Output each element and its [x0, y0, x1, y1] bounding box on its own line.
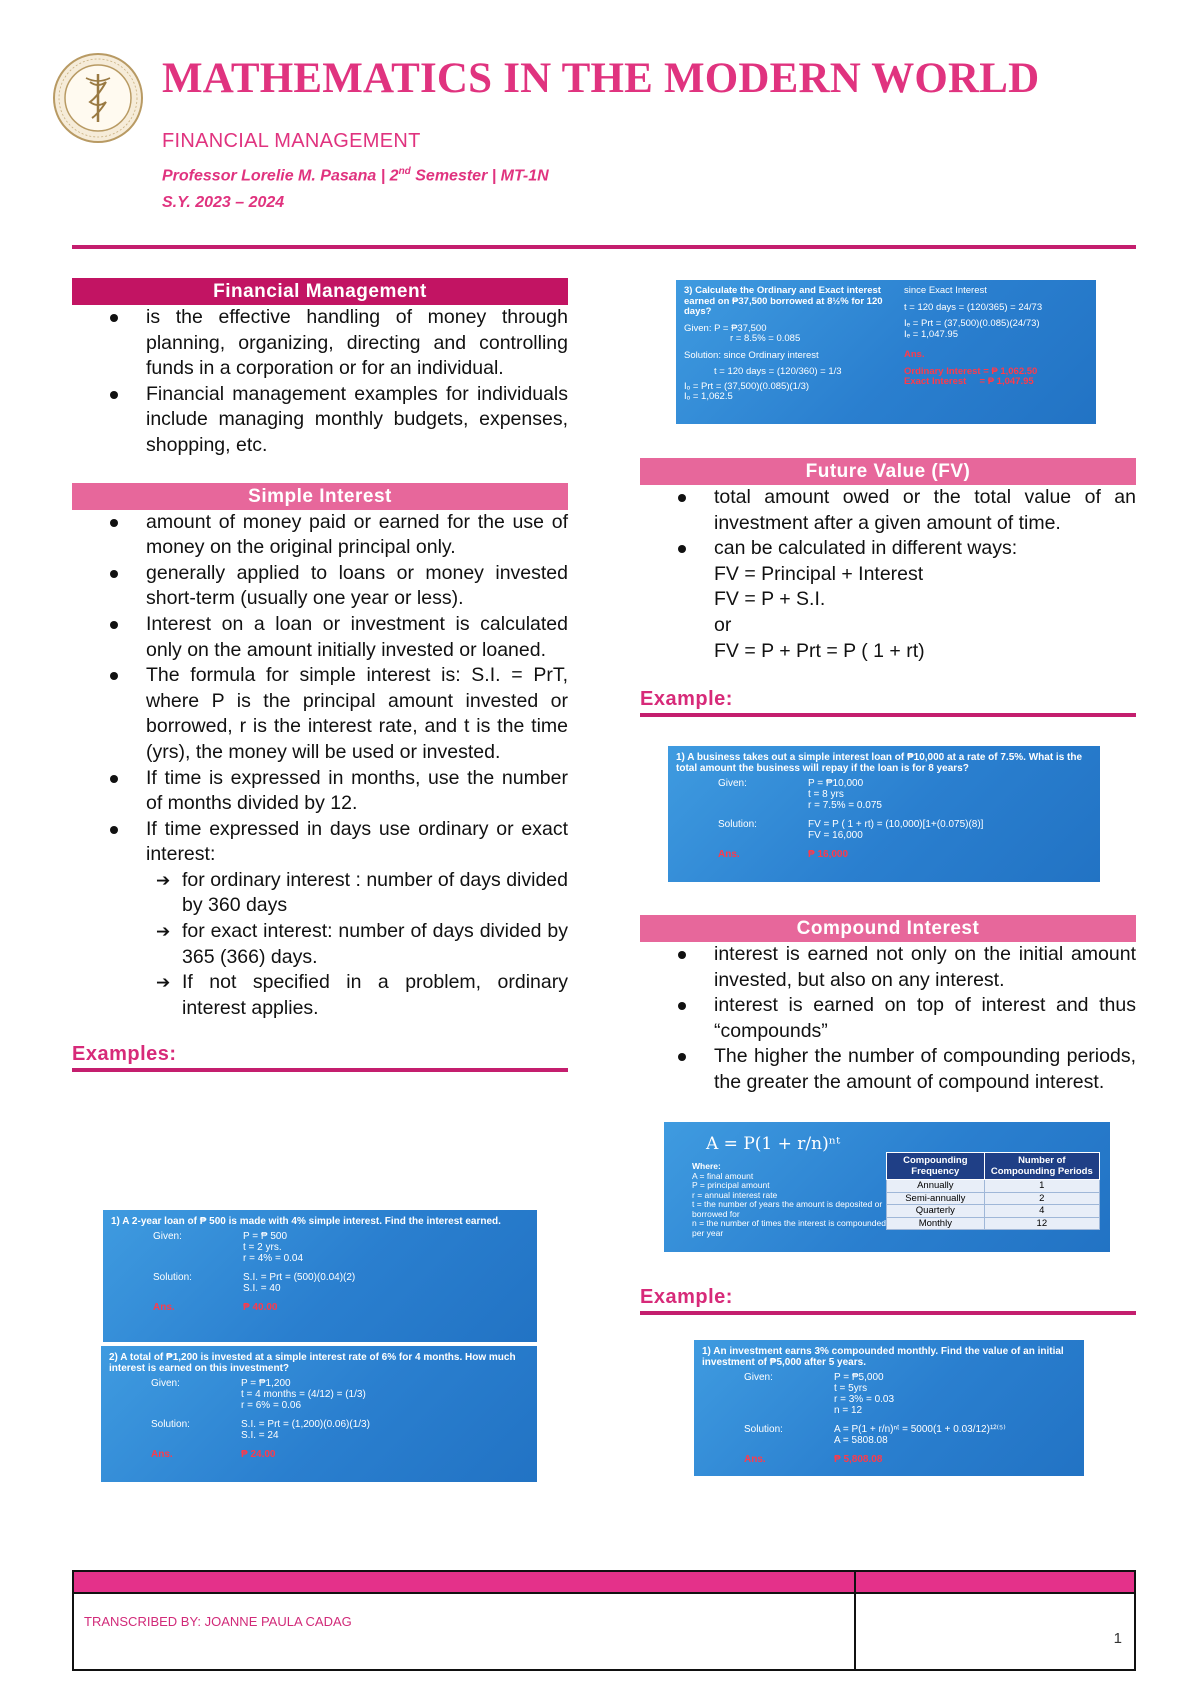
slide-question: 1) A business takes out a simple interest loan of ₱10,000 at a rate of 7.5%. What is the total amount the business will repay if the loan is for 8 years?: [676, 752, 1083, 774]
solution-label: Solution:: [151, 1419, 190, 1430]
right-column: [640, 458, 1136, 717]
footer-bar: [74, 1572, 1134, 1594]
formula-definition: P = principal amount: [692, 1180, 770, 1190]
future-value-list: [640, 485, 1136, 664]
table-cell: Annually: [887, 1180, 985, 1193]
slide-question: 2) A total of ₱1,200 is invested at a simple interest rate of 6% for 4 months. How much interest is earned on this investment?: [109, 1352, 516, 1374]
compound-interest-formula: A = P(1 + r/n)ⁿᵗ: [706, 1134, 841, 1154]
solution-value: S.I. = 40: [243, 1283, 281, 1294]
compound-interest-section: [640, 915, 1136, 1096]
solution-label: Solution:: [153, 1272, 192, 1283]
list-item: interest is earned not only on the initial amount invested, but also on any interest.: [640, 942, 1136, 993]
fv-formula: FV = P + S.I.: [714, 588, 826, 611]
answer-value: Ordinary Interest = ₱ 1,062.50: [904, 365, 1038, 377]
given-label: Given:: [744, 1372, 773, 1383]
formula-definition: A = final amount: [692, 1170, 754, 1181]
document-title: MATHEMATICS IN THE MODERN WORLD: [162, 55, 1040, 102]
answer-value: ₱ 16,000: [808, 849, 849, 860]
given-value: r = 6% = 0.06: [241, 1400, 302, 1411]
solution-value: A = 5808.08: [834, 1435, 888, 1446]
solution-value: Iₒ = Prt = (37,500)(0.085)(1/3): [684, 380, 810, 392]
list-item: If time expressed in days use ordinary or exact interest: ➔ for ordinary interest : number of days divided by 360 days ➔ for exact interest: number of days divided by 365 (366) days. ➔ If not specified in a problem, ordinary interest applies.: [72, 817, 568, 1022]
slide-question: 1) An investment earns 3% compounded monthly. Find the value of an initial investment of ₱5,000 after 5 years.: [702, 1346, 1064, 1368]
given-value: P = ₱5,000: [834, 1372, 884, 1383]
compound-interest-list: [640, 942, 1136, 1096]
given-value: P = ₱ 500: [243, 1231, 288, 1242]
list-item: Interest on a loan or investment is calculated only on the amount initially invested or loaned.: [72, 612, 568, 663]
solution-value: S.I. = 24: [241, 1430, 279, 1441]
compound-formula-slide: [664, 1122, 1110, 1252]
financial-management-heading: Financial Management: [72, 278, 568, 305]
solution-value: t = 120 days = (120/360) = 1/3: [714, 366, 842, 377]
list-item: total amount owed or the total value of an investment after a given amount of time.: [640, 485, 1136, 536]
given-value: t = 2 yrs.: [243, 1242, 282, 1253]
given-value: Given: P = ₱37,500: [684, 322, 767, 334]
school-year: S.Y. 2023 – 2024: [162, 194, 285, 211]
answer-label: Ans.: [744, 1454, 766, 1465]
financial-management-list: [72, 305, 568, 459]
examples-heading: Examples:: [72, 1043, 568, 1072]
given-label: Given:: [718, 778, 747, 789]
formula-definition: n = the number of times the interest is compounded per year: [692, 1218, 886, 1238]
solution-value: Iₒ = 1,062.5: [684, 391, 733, 402]
list-item: If time is expressed in months, use the number of months divided by 12.: [72, 766, 568, 817]
example-heading: Example:: [640, 688, 1136, 717]
given-value: r = 3% = 0.03: [834, 1394, 895, 1405]
answer-value: ₱ 24.00: [241, 1449, 276, 1460]
list-item: is the effective handling of money through planning, organizing, directing and controlling funds in a corporation or for an individual.: [72, 305, 568, 382]
given-value: t = 5yrs: [834, 1383, 868, 1394]
example-slide-3: [676, 280, 1096, 424]
solution-value: Iₑ = Prt = (37,500)(0.085)(24/73): [904, 318, 1040, 329]
university-seal-logo: [52, 52, 144, 144]
header-divider: [72, 245, 1136, 249]
given-value: t = 8 yrs: [808, 789, 844, 800]
list-item: The higher the number of compounding periods, the greater the amount of compound interest.: [640, 1044, 1136, 1095]
sublist-item: ➔ If not specified in a problem, ordinary interest applies.: [146, 970, 568, 1021]
future-value-heading: Future Value (FV): [640, 458, 1136, 485]
where-label: Where:: [692, 1161, 721, 1171]
answer-label: Ans.: [904, 349, 925, 360]
table-cell: 2: [984, 1192, 1099, 1205]
table-cell: 12: [984, 1217, 1099, 1230]
example-slide-4: [668, 746, 1100, 882]
table-header: Number of Compounding Periods: [984, 1153, 1099, 1180]
fv-formula: FV = Principal + Interest: [714, 562, 924, 585]
solution-value: A = P(1 + r/n)ⁿᵗ = 5000(1 + 0.03/12)¹²⁽⁵⁾: [834, 1424, 1006, 1435]
formula-definition: r = annual interest rate: [692, 1189, 778, 1200]
answer-value: ₱ 40.00: [243, 1302, 278, 1313]
solution-value: Iₑ = 1,047.95: [904, 328, 958, 340]
given-value: t = 4 months = (4/12) = (1/3): [241, 1389, 366, 1400]
table-row: [887, 1205, 1100, 1218]
solution-value: S.I. = Prt = (1,200)(0.06)(1/3): [241, 1419, 370, 1430]
list-item: generally applied to loans or money invested short-term (usually one year or less).: [72, 561, 568, 612]
list-item: Financial management examples for individuals include managing monthly budgets, expenses, shopping, etc.: [72, 382, 568, 459]
example-heading-2: Example:: [640, 1286, 1136, 1315]
simple-interest-heading: Simple Interest: [72, 483, 568, 510]
given-value: r = 4% = 0.04: [243, 1253, 304, 1264]
transcribed-by: TRANSCRIBED BY: JOANNE PAULA CADAG: [84, 1614, 352, 1629]
given-value: r = 8.5% = 0.085: [730, 333, 801, 344]
table-cell: 1: [984, 1180, 1099, 1193]
solution-value: FV = 16,000: [808, 830, 863, 841]
slide-question: 1) A 2-year loan of ₱ 500 is made with 4% simple interest. Find the interest earned.: [111, 1216, 501, 1227]
compounding-table: [886, 1152, 1100, 1230]
answer-value: ₱ 5,808.08: [834, 1454, 883, 1465]
solution-value: FV = P ( 1 + rt) = (10,000)[1+(0.075)(8)]: [808, 819, 984, 830]
professor-line: Professor Lorelie M. Pasana | 2nd Semester | MT-1N: [162, 166, 549, 185]
table-cell: Monthly: [887, 1217, 985, 1230]
page-number: 1: [1113, 1630, 1122, 1647]
given-value: r = 7.5% = 0.075: [808, 800, 882, 811]
slide-question: 3) Calculate the Ordinary and Exact interest earned on ₱37,500 borrowed at 8½% for 120 days?: [684, 285, 883, 317]
left-column: [72, 278, 568, 1072]
example-slide-2: [101, 1346, 537, 1482]
list-item: The formula for simple interest is: S.I. = PrT, where P is the principal amount invested or borrowed, r is the interest rate, and t is the time (yrs), the money will be used or invested.: [72, 663, 568, 765]
answer-label: Ans.: [151, 1449, 173, 1460]
example-slide-1: [103, 1210, 537, 1342]
answer-label: Ans.: [718, 849, 740, 860]
solution-label: since Exact Interest: [904, 285, 987, 296]
list-item: can be calculated in different ways: FV = Principal + Interest FV = P + S.I. or FV = P + Prt = P ( 1 + rt): [640, 536, 1136, 664]
table-cell: Semi-annually: [887, 1192, 985, 1205]
given-label: Given:: [153, 1231, 182, 1242]
formula-definition: t = the number of years the amount is deposited or borrowed for: [692, 1199, 883, 1219]
sublist-item: ➔ for exact interest: number of days divided by 365 (366) days.: [146, 919, 568, 970]
solution-value: t = 120 days = (120/365) = 24/73: [904, 301, 1043, 313]
footer: [72, 1570, 1136, 1671]
table-cell: Quarterly: [887, 1205, 985, 1218]
table-cell: 4: [984, 1205, 1099, 1218]
sublist-item: ➔ for ordinary interest : number of days divided by 360 days: [146, 868, 568, 919]
document-subtitle: FINANCIAL MANAGEMENT: [162, 130, 421, 152]
solution-label: Solution:: [718, 819, 757, 830]
simple-interest-list: [72, 510, 568, 1022]
interest-type-sublist: [146, 868, 568, 1022]
list-item: interest is earned on top of interest and thus “compounds”: [640, 993, 1136, 1044]
table-row: [887, 1180, 1100, 1193]
solution-label: Solution:: [744, 1424, 783, 1435]
answer-value: Exact Interest = ₱ 1,047.95: [904, 376, 1034, 387]
table-row: [887, 1217, 1100, 1230]
fv-formula: or: [714, 613, 732, 636]
table-header: Compounding Frequency: [887, 1153, 985, 1180]
list-item: amount of money paid or earned for the use of money on the original principal only.: [72, 510, 568, 561]
given-value: P = ₱1,200: [241, 1378, 291, 1389]
table-row: [887, 1192, 1100, 1205]
solution-value: S.I. = Prt = (500)(0.04)(2): [243, 1272, 356, 1283]
answer-label: Ans.: [153, 1302, 175, 1313]
given-value: n = 12: [834, 1405, 863, 1416]
fv-formula: FV = P + Prt = P ( 1 + rt): [714, 639, 925, 662]
given-label: Given:: [151, 1378, 180, 1389]
compound-interest-heading: Compound Interest: [640, 915, 1136, 942]
example-slide-5: [694, 1340, 1084, 1476]
footer-divider: [854, 1572, 856, 1669]
solution-label: Solution: since Ordinary interest: [684, 349, 819, 361]
given-value: P = ₱10,000: [808, 778, 864, 789]
